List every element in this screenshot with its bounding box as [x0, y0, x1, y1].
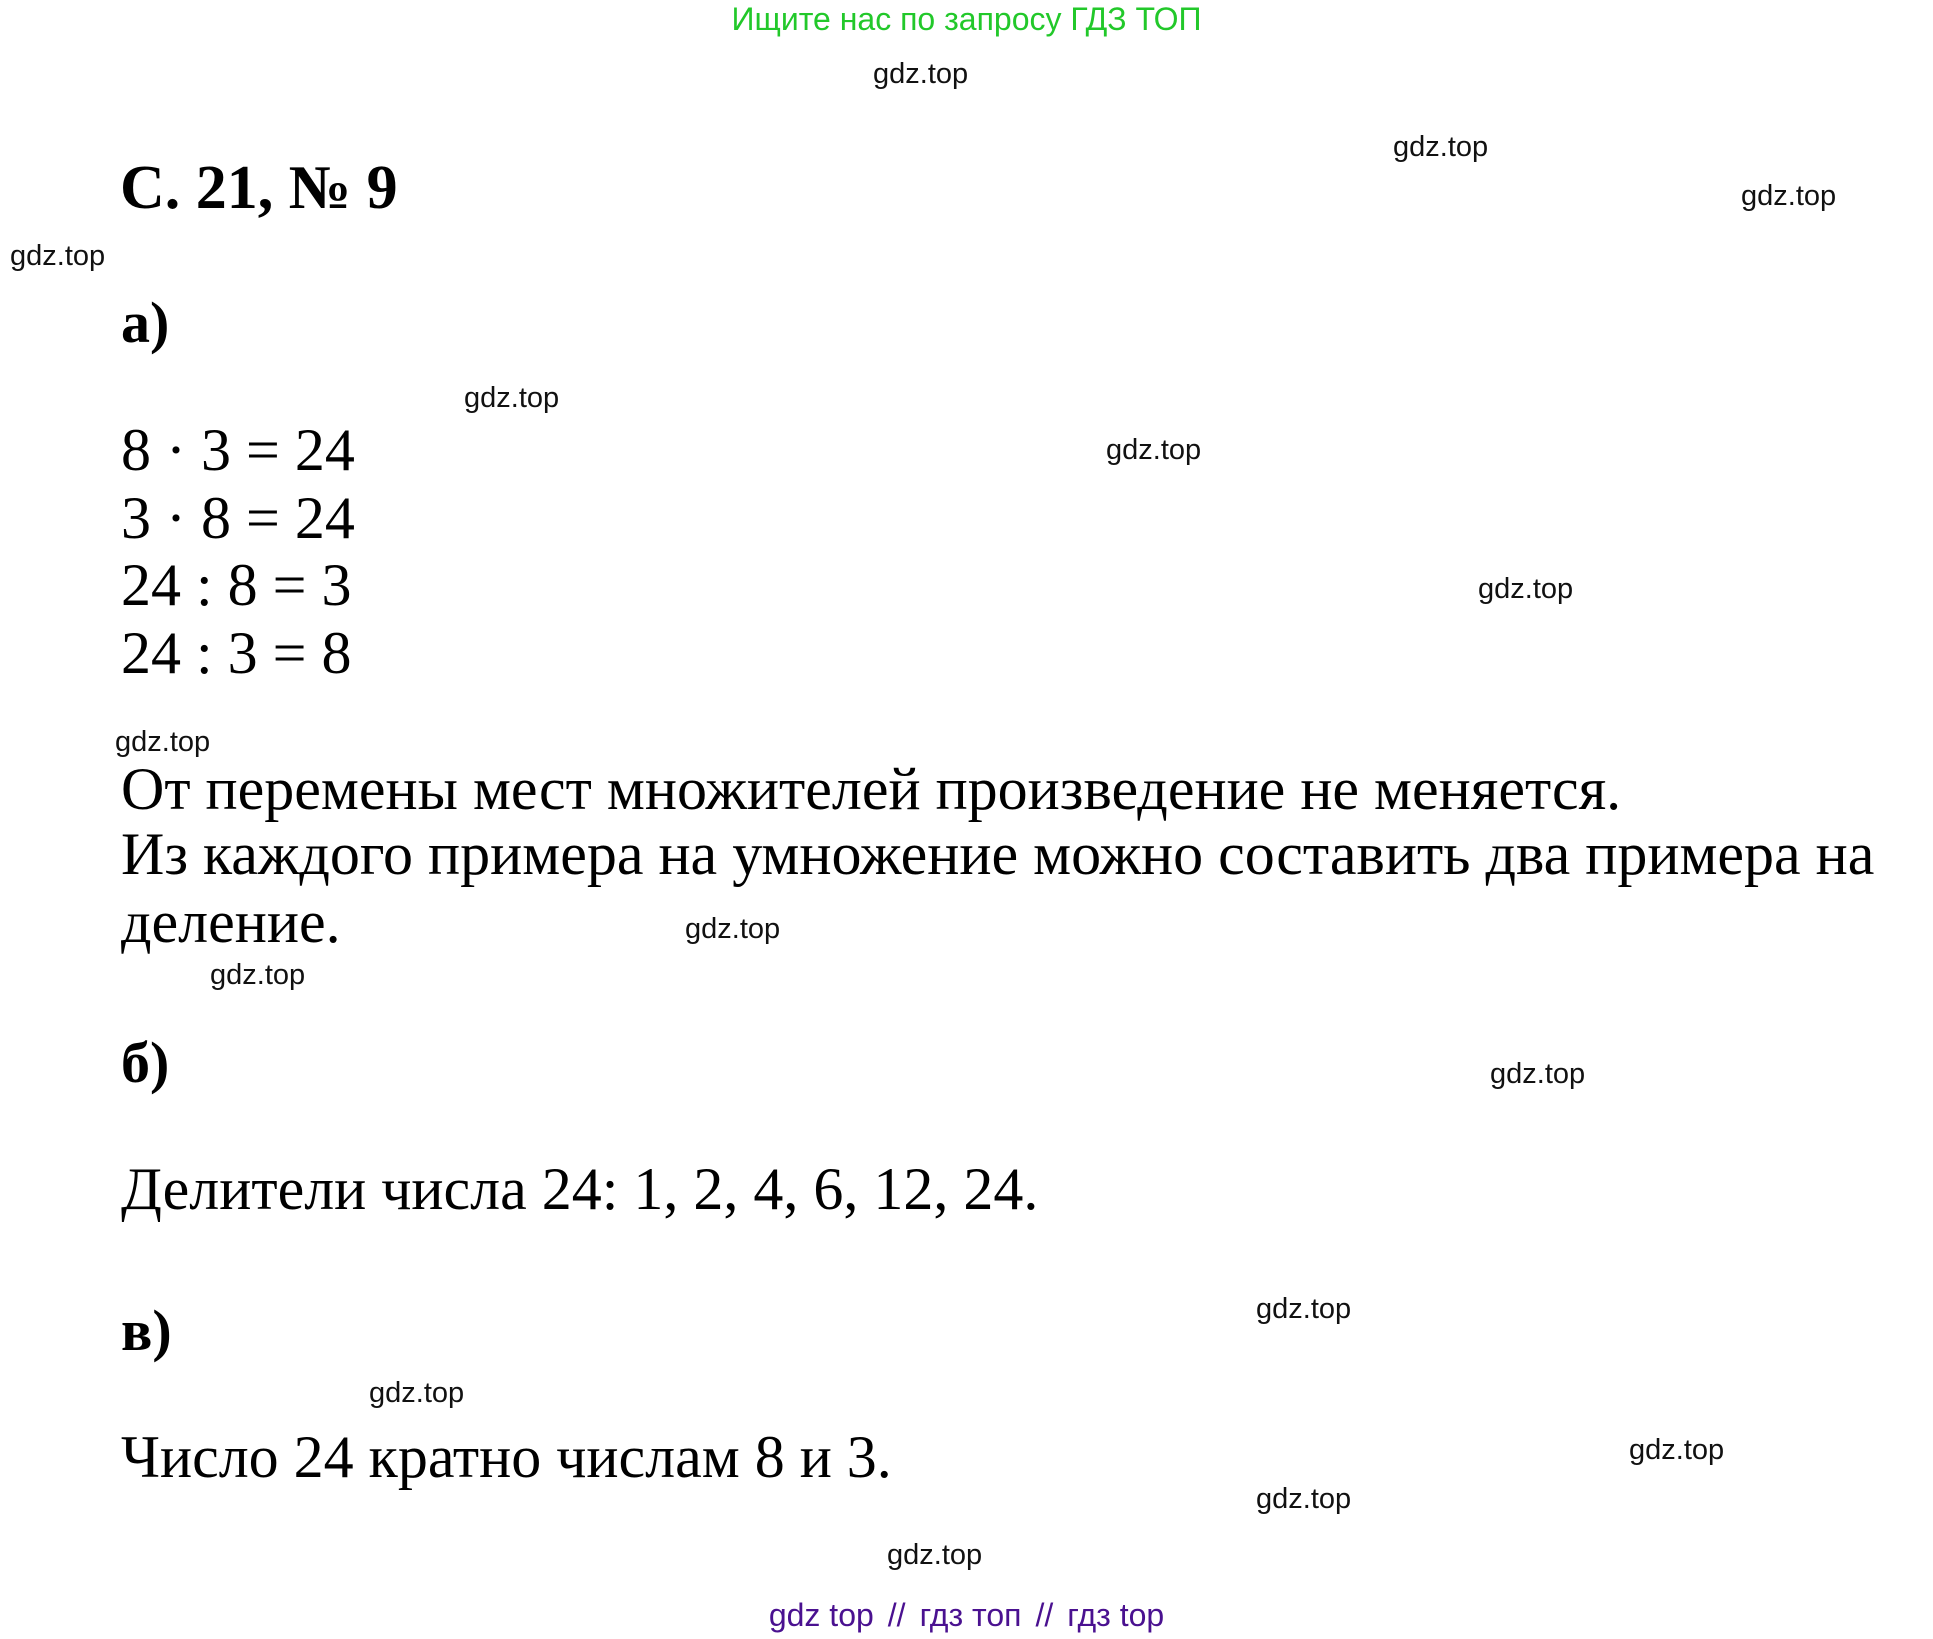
watermark: gdz.top — [1629, 1434, 1725, 1466]
multiples-text: Число 24 кратно числам 8 и 3. — [121, 1424, 892, 1490]
footer-link-gdz-top[interactable]: gdz top — [768, 1597, 874, 1633]
page-title: С. 21, № 9 — [120, 154, 398, 222]
watermark: gdz.top — [1256, 1483, 1352, 1515]
footer — [0, 1596, 1933, 1634]
watermark: gdz.top — [1106, 434, 1202, 466]
equation-2: 3 · 8 = 24 — [121, 485, 355, 551]
watermark: gdz.top — [1256, 1293, 1352, 1325]
footer-link-gdz-top-ru[interactable]: гдз топ — [919, 1597, 1022, 1633]
watermark: gdz.top — [685, 913, 781, 945]
watermark: gdz.top — [210, 959, 306, 991]
footer-separator: // — [1035, 1597, 1054, 1633]
watermark: gdz.top — [1393, 131, 1489, 163]
part-label-c: в) — [121, 1298, 172, 1363]
watermark: gdz.top — [1478, 573, 1574, 605]
watermark: gdz.top — [873, 58, 969, 90]
footer-link-gdz-top-mixed[interactable]: гдз top — [1067, 1597, 1165, 1633]
part-label-a: а) — [121, 290, 170, 355]
equation-4: 24 : 3 = 8 — [121, 620, 352, 686]
watermark: gdz.top — [1741, 180, 1837, 212]
paragraph-line-3: деление. — [121, 889, 341, 955]
part-label-b: б) — [121, 1030, 170, 1095]
equation-3: 24 : 8 = 3 — [121, 552, 352, 618]
watermark: gdz.top — [1490, 1058, 1586, 1090]
paragraph-line-2: Из каждого примера на умножение можно составить два примера на — [121, 821, 1875, 887]
watermark: gdz.top — [887, 1539, 983, 1571]
watermark: gdz.top — [10, 240, 106, 272]
watermark: gdz.top — [115, 726, 211, 758]
ad-banner[interactable]: Ищите нас по запросу ГДЗ ТОП — [731, 1, 1202, 37]
paragraph-line-1: От перемены мест множителей произведение не меняется. — [121, 756, 1622, 822]
watermark: gdz.top — [369, 1377, 465, 1409]
equation-1: 8 · 3 = 24 — [121, 417, 355, 483]
divisors-text: Делители числа 24: 1, 2, 4, 6, 12, 24. — [121, 1156, 1039, 1222]
footer-separator: // — [887, 1597, 906, 1633]
watermark: gdz.top — [464, 382, 560, 414]
